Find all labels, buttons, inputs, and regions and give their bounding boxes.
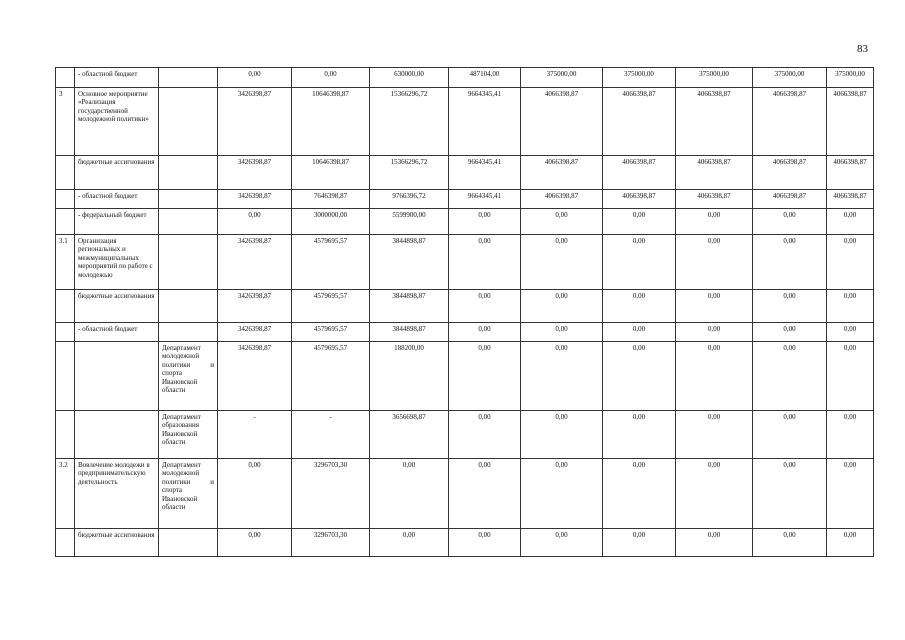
amount-cell: 0,00	[827, 323, 874, 342]
item-name-cell: - областной бюджет	[75, 190, 159, 209]
amount-cell: 0,00	[827, 235, 874, 290]
amount-cell: 0,00	[753, 290, 827, 323]
table-row	[56, 156, 874, 190]
amount-cell: 375000,00	[676, 68, 753, 88]
amount-cell: 375000,00	[521, 68, 603, 88]
budget-table	[55, 67, 874, 557]
amount-cell: 4579695,57	[292, 323, 370, 342]
executor-cell	[159, 156, 218, 190]
amount-cell: 3844898,87	[370, 323, 449, 342]
amount-cell: 4066398,87	[521, 190, 603, 209]
amount-cell: 0,00	[449, 342, 521, 411]
amount-cell: 9664345,41	[449, 88, 521, 156]
amount-cell: 0,00	[218, 459, 292, 529]
amount-cell: 0,00	[218, 68, 292, 88]
amount-cell: 4066398,87	[827, 156, 874, 190]
row-index-cell	[56, 156, 75, 190]
amount-cell: 0,00	[449, 529, 521, 557]
amount-cell: 0,00	[603, 235, 676, 290]
amount-cell: 9766396,72	[370, 190, 449, 209]
executor-cell	[159, 88, 218, 156]
amount-cell: 3426398,87	[218, 190, 292, 209]
amount-cell: 375000,00	[827, 68, 874, 88]
amount-cell: 7646398,87	[292, 190, 370, 209]
amount-cell: 3426398,87	[218, 290, 292, 323]
amount-cell: 188200,00	[370, 342, 449, 411]
table-row	[56, 411, 874, 459]
item-name-cell: Организация региональных и межмуниципальных мероприятий по работе с молодежью	[75, 235, 159, 290]
amount-cell: 10646398,87	[292, 88, 370, 156]
amount-cell: 0,00	[521, 290, 603, 323]
amount-cell: 15366296,72	[370, 156, 449, 190]
amount-cell: 0,00	[676, 459, 753, 529]
executor-cell	[159, 323, 218, 342]
amount-cell: 0,00	[603, 411, 676, 459]
amount-cell: 3296703,30	[292, 459, 370, 529]
amount-cell: 3656698,87	[370, 411, 449, 459]
amount-cell: 3426398,87	[218, 235, 292, 290]
amount-cell: 0,00	[827, 411, 874, 459]
amount-cell: 9664345,41	[449, 156, 521, 190]
amount-cell: 0,00	[827, 342, 874, 411]
amount-cell: 0,00	[676, 529, 753, 557]
amount-cell: 0,00	[676, 323, 753, 342]
amount-cell: 375000,00	[753, 68, 827, 88]
amount-cell: 0,00	[521, 342, 603, 411]
executor-cell	[159, 68, 218, 88]
item-name-cell	[75, 342, 159, 411]
amount-cell: 4579695,57	[292, 235, 370, 290]
amount-cell: 0,00	[676, 342, 753, 411]
amount-cell: 4066398,87	[676, 190, 753, 209]
amount-cell: 3296703,30	[292, 529, 370, 557]
amount-cell: 0,00	[753, 323, 827, 342]
amount-cell: 0,00	[827, 459, 874, 529]
amount-cell: 4066398,87	[603, 156, 676, 190]
table-row	[56, 88, 874, 156]
row-index-cell	[56, 342, 75, 411]
executor-cell	[159, 529, 218, 557]
amount-cell: 3426398,87	[218, 88, 292, 156]
amount-cell: 4066398,87	[827, 88, 874, 156]
page-number: 83	[857, 43, 868, 55]
row-index-cell	[56, 323, 75, 342]
row-index-cell	[56, 529, 75, 557]
amount-cell: 0,00	[603, 529, 676, 557]
table-row	[56, 459, 874, 529]
amount-cell: 4066398,87	[676, 156, 753, 190]
amount-cell: 630000,00	[370, 68, 449, 88]
row-index-cell: 3.1	[56, 235, 75, 290]
amount-cell: 4066398,87	[521, 88, 603, 156]
amount-cell: 0,00	[521, 529, 603, 557]
amount-cell: 0,00	[521, 459, 603, 529]
amount-cell: 4066398,87	[753, 190, 827, 209]
executor-cell	[159, 190, 218, 209]
amount-cell: 4066398,87	[827, 190, 874, 209]
row-index-cell	[56, 290, 75, 323]
amount-cell: 0,00	[449, 235, 521, 290]
amount-cell: 0,00	[292, 68, 370, 88]
amount-cell: 0,00	[449, 323, 521, 342]
amount-cell: 0,00	[753, 411, 827, 459]
amount-cell: 0,00	[676, 411, 753, 459]
row-index-cell	[56, 190, 75, 209]
row-index-cell	[56, 411, 75, 459]
amount-cell: 0,00	[827, 209, 874, 235]
executor-cell: Департамент образования Ивановской области	[159, 411, 218, 459]
amount-cell: 0,00	[521, 323, 603, 342]
item-name-cell: бюджетные ассигнования	[75, 529, 159, 557]
item-name-cell: - федеральный бюджет	[75, 209, 159, 235]
amount-cell: 4066398,87	[603, 190, 676, 209]
amount-cell: 4066398,87	[753, 88, 827, 156]
amount-cell: 3426398,87	[218, 342, 292, 411]
table-row	[56, 190, 874, 209]
amount-cell: 3426398,87	[218, 323, 292, 342]
amount-cell: 4066398,87	[676, 88, 753, 156]
amount-cell: 4579695,57	[292, 342, 370, 411]
amount-cell: 0,00	[753, 235, 827, 290]
amount-cell: 0,00	[370, 529, 449, 557]
executor-cell	[159, 235, 218, 290]
amount-cell: 0,00	[603, 290, 676, 323]
amount-cell: 375000,00	[603, 68, 676, 88]
item-name-cell: Основное мероприятие «Реализация государственной молодежной политики»	[75, 88, 159, 156]
amount-cell: 4066398,87	[521, 156, 603, 190]
amount-cell: 487104,00	[449, 68, 521, 88]
executor-cell: Департамент молодежной политики и спорта Ивановской области	[159, 342, 218, 411]
amount-cell: 0,00	[603, 209, 676, 235]
amount-cell: 4066398,87	[753, 156, 827, 190]
executor-cell: Департамент молодежной политики и спорта Ивановской области	[159, 459, 218, 529]
amount-cell: 0,00	[603, 323, 676, 342]
amount-cell: 0,00	[218, 209, 292, 235]
table-row	[56, 209, 874, 235]
amount-cell: 0,00	[449, 411, 521, 459]
amount-cell: 0,00	[603, 342, 676, 411]
amount-cell: 0,00	[218, 529, 292, 557]
amount-cell: 0,00	[449, 209, 521, 235]
table-row	[56, 342, 874, 411]
table-row	[56, 290, 874, 323]
amount-cell: 0,00	[827, 290, 874, 323]
amount-cell: 0,00	[521, 235, 603, 290]
amount-cell: 9664345,41	[449, 190, 521, 209]
amount-cell: 0,00	[521, 411, 603, 459]
table-row	[56, 235, 874, 290]
amount-cell: 0,00	[753, 459, 827, 529]
item-name-cell: бюджетные ассигнования	[75, 156, 159, 190]
amount-cell: 0,00	[676, 290, 753, 323]
amount-cell: -	[218, 411, 292, 459]
amount-cell: 3844898,87	[370, 235, 449, 290]
amount-cell: 10646398,87	[292, 156, 370, 190]
amount-cell: 0,00	[370, 459, 449, 529]
item-name-cell: - областной бюджет	[75, 323, 159, 342]
item-name-cell: Вовлечение молодежи в предпринимательскую деятельность	[75, 459, 159, 529]
row-index-cell: 3	[56, 88, 75, 156]
amount-cell: 3426398,87	[218, 156, 292, 190]
row-index-cell: 3.2	[56, 459, 75, 529]
amount-cell: 0,00	[449, 290, 521, 323]
item-name-cell: бюджетные ассигнования	[75, 290, 159, 323]
amount-cell: 4066398,87	[603, 88, 676, 156]
amount-cell: 0,00	[603, 459, 676, 529]
amount-cell: 0,00	[676, 209, 753, 235]
row-index-cell	[56, 68, 75, 88]
row-index-cell	[56, 209, 75, 235]
item-name-cell	[75, 411, 159, 459]
amount-cell: 0,00	[521, 209, 603, 235]
executor-cell	[159, 209, 218, 235]
amount-cell: 5599900,00	[370, 209, 449, 235]
table-row	[56, 529, 874, 557]
amount-cell: 4579695,57	[292, 290, 370, 323]
amount-cell: 0,00	[676, 235, 753, 290]
table-row	[56, 323, 874, 342]
item-name-cell: - областной бюджет	[75, 68, 159, 88]
executor-cell	[159, 290, 218, 323]
amount-cell: 3000000,00	[292, 209, 370, 235]
amount-cell: 0,00	[753, 342, 827, 411]
amount-cell: -	[292, 411, 370, 459]
amount-cell: 15366296,72	[370, 88, 449, 156]
amount-cell: 3844898,87	[370, 290, 449, 323]
table-row	[56, 68, 874, 88]
amount-cell: 0,00	[827, 529, 874, 557]
amount-cell: 0,00	[753, 529, 827, 557]
amount-cell: 0,00	[753, 209, 827, 235]
amount-cell: 0,00	[449, 459, 521, 529]
